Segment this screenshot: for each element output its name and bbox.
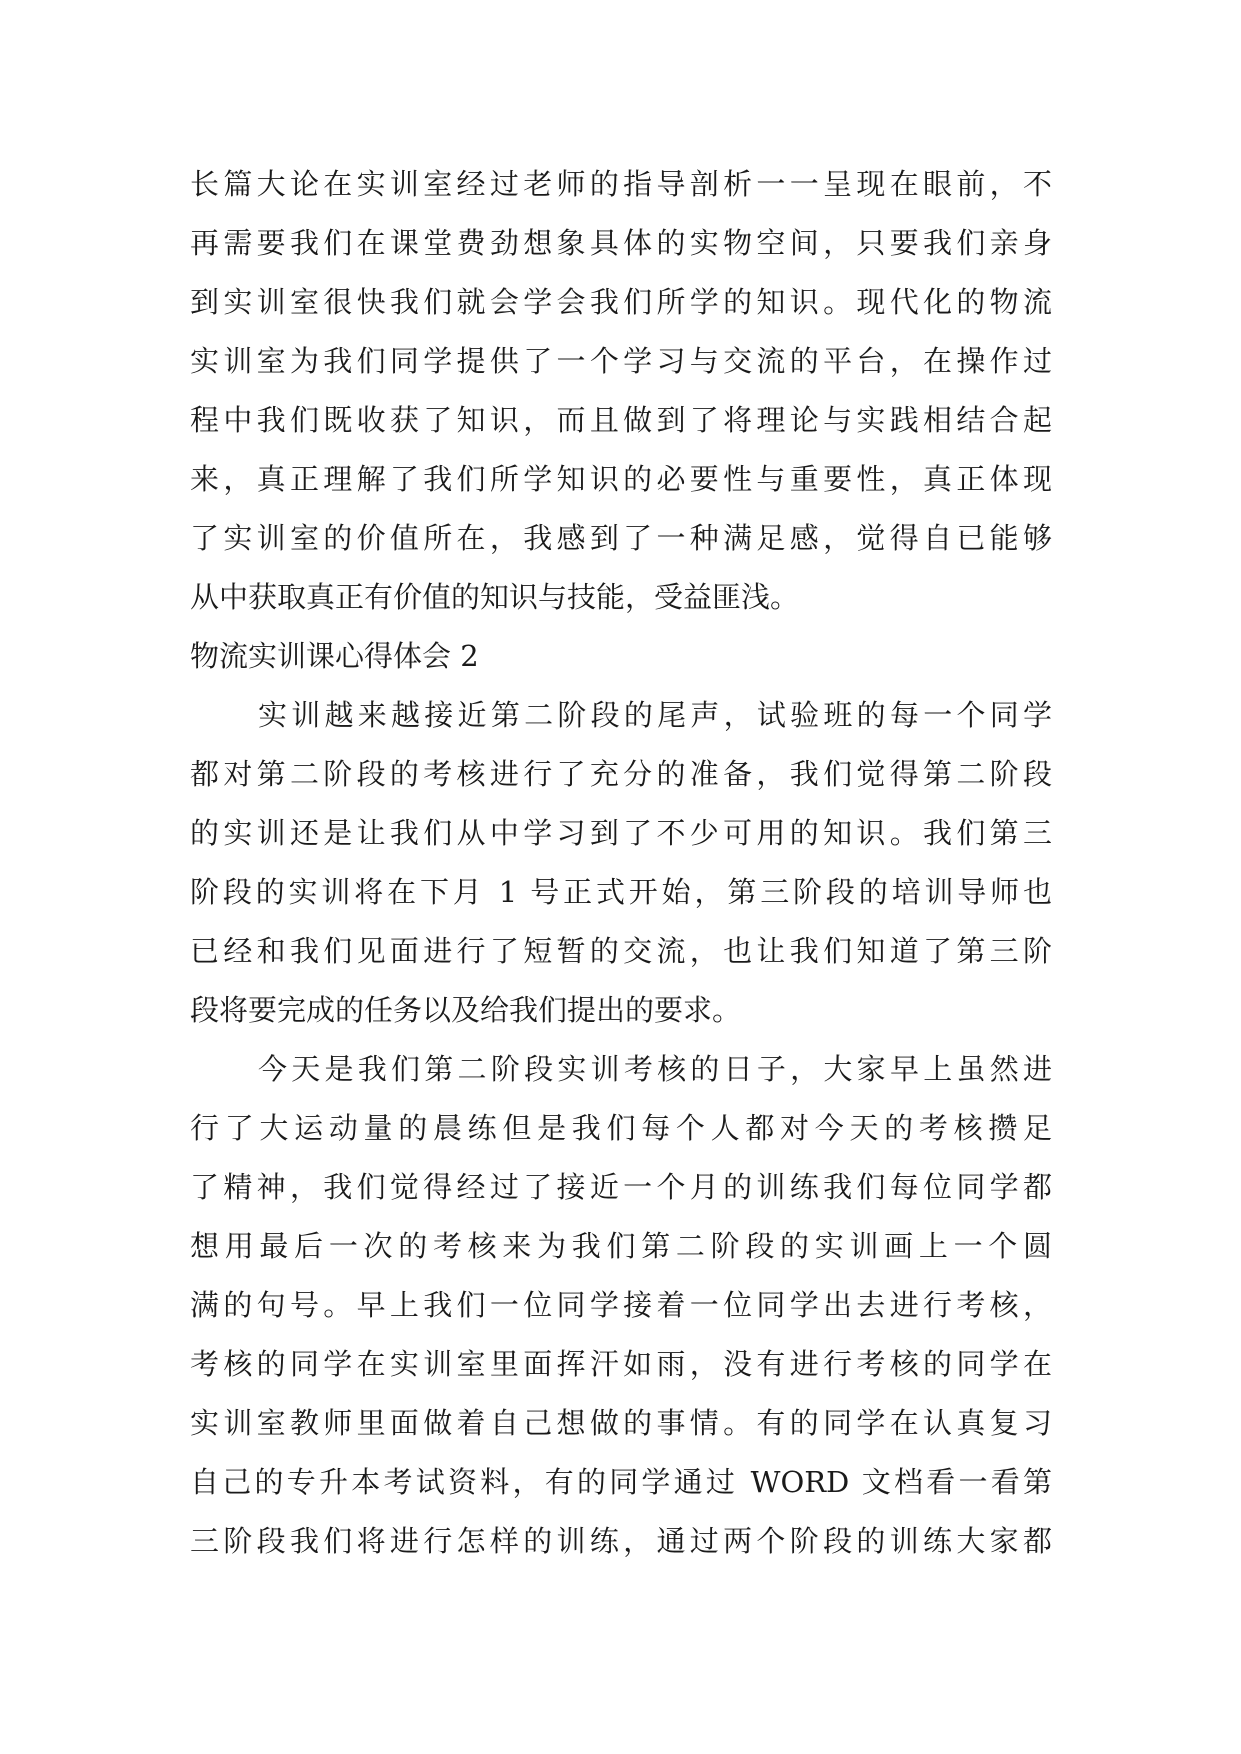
text-line: 考核的同学在实训室里面挥汗如雨，没有进行考核的同学在 [190, 1347, 1052, 1381]
text-line: 了实训室的价值所在，我感到了一种满足感，觉得自已能够 [190, 521, 1052, 555]
text-line: 再需要我们在课堂费劲想象具体的实物空间，只要我们亲身 [190, 226, 1052, 260]
text-line: 了精神，我们觉得经过了接近一个月的训练我们每位同学都 [190, 1170, 1052, 1204]
text-line: 三阶段我们将进行怎样的训练，通过两个阶段的训练大家都 [190, 1524, 1052, 1558]
text-line: 实训室教师里面做着自己想做的事情。有的同学在认真复习 [190, 1406, 1052, 1440]
text-line: 来，真正理解了我们所学知识的必要性与重要性，真正体现 [190, 462, 1052, 496]
text-line: 长篇大论在实训室经过老师的指导剖析一一呈现在眼前，不 [190, 167, 1052, 201]
text-line: 阶段的实训将在下月 1 号正式开始，第三阶段的培训导师也 [190, 875, 1052, 909]
text-line: 段将要完成的任务以及给我们提出的要求。 [190, 993, 742, 1027]
text-line: 实训室为我们同学提供了一个学习与交流的平台，在操作过 [190, 344, 1052, 378]
text-line: 的实训还是让我们从中学习到了不少可用的知识。我们第三 [190, 816, 1052, 850]
text-line: 实训越来越接近第二阶段的尾声，试验班的每一个同学 [258, 698, 1052, 732]
paragraph-1 [190, 155, 1052, 627]
document-body [190, 155, 1052, 1571]
text-line: 自己的专升本考试资料，有的同学通过 WORD 文档看一看第 [190, 1465, 1052, 1499]
text-line: 从中获取真正有价值的知识与技能，受益匪浅。 [190, 580, 800, 614]
text-line: 今天是我们第二阶段实训考核的日子，大家早上虽然进 [258, 1052, 1052, 1086]
paragraph-3 [190, 1040, 1052, 1571]
text-line: 都对第二阶段的考核进行了充分的准备，我们觉得第二阶段 [190, 757, 1052, 791]
text-line: 想用最后一次的考核来为我们第二阶段的实训画上一个圆 [190, 1229, 1052, 1263]
paragraph-2 [190, 686, 1052, 1040]
section-heading: 物流实训课心得体会 2 [190, 639, 479, 673]
text-line: 满的句号。早上我们一位同学接着一位同学出去进行考核， [190, 1288, 1052, 1322]
text-line: 到实训室很快我们就会学会我们所学的知识。现代化的物流 [190, 285, 1052, 319]
text-line: 已经和我们见面进行了短暂的交流，也让我们知道了第三阶 [190, 934, 1052, 968]
text-line: 程中我们既收获了知识，而且做到了将理论与实践相结合起 [190, 403, 1052, 437]
text-line: 行了大运动量的晨练但是我们每个人都对今天的考核攒足 [190, 1111, 1052, 1145]
